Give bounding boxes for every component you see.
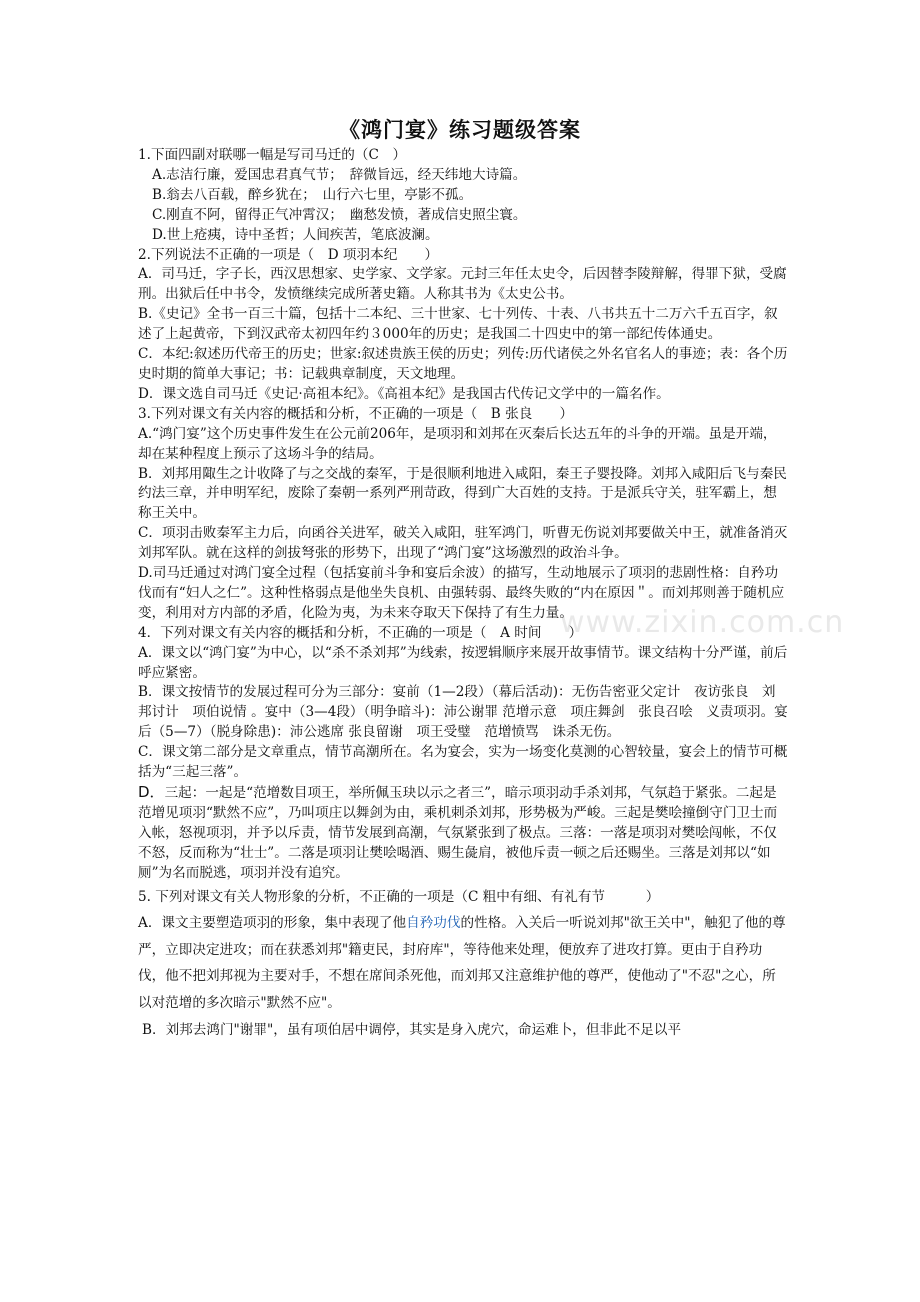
option-b: B.翁去八百载，醉乡犹在； 山行六七里，亭影不孤。 [152, 186, 473, 203]
option-d: D．课文选自司马迁《史记·高祖本纪》。《高祖本纪》是我国古代传记文学中的一篇名作。 [138, 385, 670, 402]
question-2 [138, 246, 788, 405]
question-4 [138, 624, 788, 884]
question-1 [138, 146, 788, 246]
question-stem: 1.下面四副对联哪一幅是写司马迁的（C ） [138, 147, 407, 163]
question-5 [138, 884, 788, 1044]
question-stem: 5. 下列对课文有关人物形象的分析，不正确的一项是（C 粗中有细、有礼有节 ） [138, 888, 660, 905]
option-d [138, 783, 788, 884]
option-a: A.志洁行廉，爱国忠君真气节； 辞微旨远，经天纬地大诗篇。 [152, 166, 527, 183]
option-c: C．本纪:叙述历代帝王的历史；世家:叙述贵族王侯的历史；列传:历代诸侯之外名官名人的事迹；表：各个历史时期的简单大事记；书：记载典章制度，天文地理。 [138, 346, 788, 382]
option-b: B．刘邦去鸿门"谢罪"，虽有项伯居中调停，其实是身入虎穴，命运难卜，但非此不足以平 [142, 1021, 682, 1038]
question-stem: 4．下列对课文有关内容的概括和分析，不正确的一项是（ A 时间 ） [138, 624, 583, 641]
option-c: C．课文第二部分是文章重点，情节高潮所在。名为宴会，实为一场变化莫测的心智较量，宴会上的情节可概括为“三起三落”。 [138, 744, 788, 781]
option-d-marker: D． [138, 783, 165, 801]
question-stem: 3.下列对课文有关内容的概括和分析，不正确的一项是（ B 张良 ） [138, 405, 574, 422]
option-a-text-end: 的性格。入关后一听说刘邦"欲王关中"，触犯了他的尊严，立即决定进攻；而在获悉刘邦"籍吏民，封府库"，等待他来处理，便放弃了进攻打算。更由于自矜功伐，他不把刘邦视为主要对手，不想在席间杀死他，而刘邦又注意维护他的尊严，使他动了"不忍"之心，所以对范增的多次暗示"默然不应"。 [138, 915, 786, 1011]
option-d: D.司马迁通过对鸿门宴全过程（包括宴前斗争和宴后余波）的描写，生动地展示了项羽的悲剧性格：自矜功伐而有“妇人之仁”。这种性格弱点是他坐失良机、由强转弱、最终失败的“内在原因＂。而刘邦则善于随机应变，利用对方内部的矛盾，化险为夷，为未来夺取天下保持了有生力量。 [138, 565, 785, 621]
option-b: B.《史记》全书一百三十篇，包括十二本纪、三十世家、七十列传、十表、八书共五十二万六千五百字，叙述了上起黄帝，下到汉武帝太初四年约３000年的历史；是我国二十四史中的第一部纪传体通史。 [138, 306, 778, 343]
option-b: B．课文按情节的发展过程可分为三部分：宴前（1—2段）（幕后活动)：无伤告密亚父定计 夜访张良 刘邦讨计 项伯说情 。宴中（3—4段）（明争暗斗)：沛公谢罪 范增示意 项庄舞剑 张良召哙 义责项羽。宴后（5—7）（脱身除患)：沛公逃席 张良留谢 项王受璧 范增愤骂 诛杀无伤。 [138, 684, 788, 741]
document-body [138, 146, 788, 1043]
term-link[interactable]: 自矜功伐 [406, 915, 461, 932]
option-a-text-start: A．课文主要塑造项羽的形象，集中表现了他 [138, 915, 407, 932]
question-stem: 2.下列说法不正确的一项是（ D 项羽本纪 ） [138, 246, 439, 263]
watermark: www.zixin.com.cn [560, 605, 845, 640]
page-title: 《鸿门宴》练习题级答案 [339, 117, 581, 142]
option-d: D.世上疮痍，诗中圣哲；人间疾苦，笔底波澜。 [152, 226, 439, 243]
option-a: A．课文以“鸿门宴”为中心，以“杀不杀刘邦”为线索，按逻辑顺序来展开故事情节。课文结构十分严谨，前后呼应紧密。 [138, 644, 788, 681]
option-a [138, 910, 788, 1016]
option-c: C．项羽击败秦军主力后，向函谷关进军，破关入咸阳，驻军鸿门，听曹无伤说刘邦要做关中王，就准备消灭刘邦军队。就在这样的剑拔弩张的形势下，出现了“鸿门宴”这场激烈的政治斗争。 [138, 525, 788, 562]
option-a: A.“鸿门宴”这个历史事件发生在公元前206年，是项羽和刘邦在灭秦后长达五年的斗争的开端。虽是开端，却在某种程度上预示了这场斗争的结局。 [138, 425, 777, 462]
option-a: A．司马迁，字子长，西汉思想家、史学家、文学家。元封三年任太史令，后因替李陵辩解，得罪下狱，受腐刑。出狱后任中书令，发愤继续完成所著史籍。人称其书为《太史公书。 [138, 266, 787, 303]
option-c: C.刚直不阿，留得正气冲霄汉； 幽愁发愤，著成信史照尘寰。 [152, 206, 527, 223]
option-d-text: 三起：一起是“范增数目项王，举所佩玉玦以示之者三”，暗示项羽动手杀刘邦，气氛趋于紧张。二起是范增见项羽“默然不应”，乃叫项庄以舞剑为由，乘机刺杀刘邦，形势极为严峻。三起是樊哙撞倒守门卫士而入帐，怒视项羽，并予以斥责，情节发展到高潮，气氛紧张到了极点。三落：一落是项羽对樊哙闯帐，不仅不怒，反而称为“壮士”。二落是项羽让樊哙喝酒、赐生彘肩，被他斥责一顿之后还赐坐。三落是刘邦以“如厕”为名而脱逃，项羽并没有追究。 [138, 785, 778, 881]
option-b: B．刘邦用陬生之计收降了与之交战的秦军，于是很顺利地进入咸阳，秦王子婴投降。刘邦入咸阳后飞与秦民约法三章，并申明军纪，废除了秦朝一系列严刑苛政，得到广大百姓的支持。于是派兵守关，驻军霸上，想称王关中。 [138, 465, 787, 522]
question-3 [138, 405, 788, 624]
